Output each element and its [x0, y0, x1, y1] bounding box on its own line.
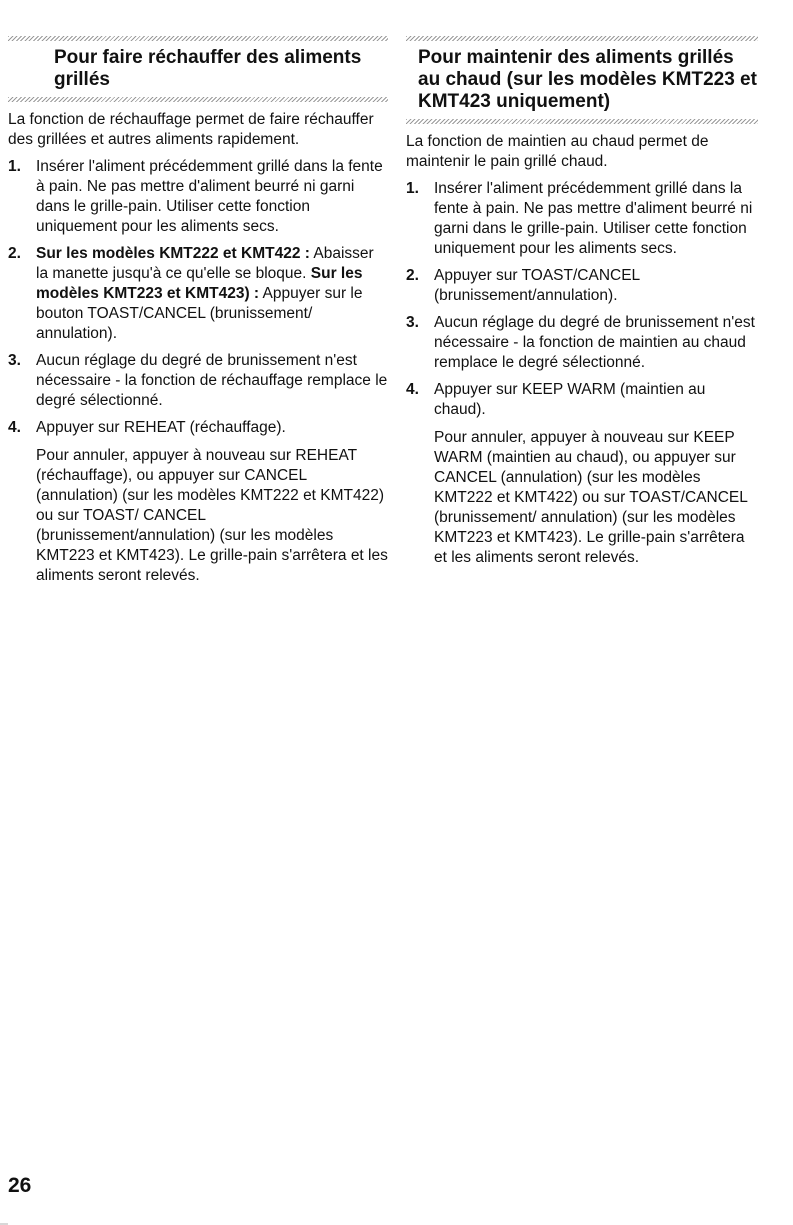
- list-item: [406, 179, 758, 259]
- step-number: 4.: [8, 419, 21, 436]
- list-item: [406, 266, 758, 306]
- step-text: Appuyer sur le bouton TOAST/CANCEL (brunissement/ annulation).: [36, 285, 363, 342]
- step-text: Appuyer sur REHEAT (réchauffage).: [36, 419, 286, 436]
- step-text: Aucun réglage du degré de brunissement n'est nécessaire - la fonction de maintien au chaud remplace le degré sélectionné.: [434, 314, 755, 371]
- step-bold-text: Sur les modèles KMT222 et KMT422 :: [36, 245, 310, 262]
- step-text: Appuyer sur TOAST/CANCEL (brunissement/annulation).: [434, 267, 640, 304]
- heading-top-rule: [406, 36, 758, 41]
- step-text: Insérer l'aliment précédemment grillé dans la fente à pain. Ne pas mettre d'aliment beurré ni garni dans le grille-pain. Utiliser cette fonction uniquement pour les aliments secs.: [36, 158, 383, 235]
- step-number: 3.: [8, 352, 21, 369]
- step-text: Abaisser la manette jusqu'à ce qu'elle se bloque.: [36, 245, 374, 282]
- step-subparagraph: Pour annuler, appuyer à nouveau sur REHEAT (réchauffage), ou appuyer sur CANCEL (annulation) (sur les modèles KMT222 et KMT422) ou sur TOAST/ CANCEL (brunissement/annulation) (sur les modèles KMT223 et KMT423). Le grille-pain s'arrêtera et les aliments seront relevés.: [36, 447, 388, 584]
- list-item: [8, 244, 388, 344]
- steps-list: [8, 157, 388, 586]
- heading-bottom-rule: [406, 119, 758, 124]
- page-number: 26: [8, 1174, 32, 1197]
- step-number: 2.: [406, 267, 419, 284]
- list-item: [406, 313, 758, 373]
- section-intro: La fonction de réchauffage permet de faire réchauffer des grillées et autres aliments rapidement.: [8, 111, 374, 148]
- section-intro: La fonction de maintien au chaud permet de maintenir le pain grillé chaud.: [406, 133, 709, 170]
- list-item: [406, 380, 758, 568]
- heading-top-rule: [8, 36, 388, 41]
- step-number: 2.: [8, 245, 21, 262]
- step-number: 1.: [406, 180, 419, 197]
- step-text: Appuyer sur KEEP WARM (maintien au chaud).: [434, 381, 706, 418]
- step-text: Aucun réglage du degré de brunissement n'est nécessaire - la fonction de réchauffage remplace le degré sélectionné.: [36, 352, 388, 409]
- step-subparagraph: Pour annuler, appuyer à nouveau sur KEEP WARM (maintien au chaud), ou appuyer sur CANCEL (annulation) (sur les modèles KMT222 et KMT422) ou sur TOAST/CANCEL (brunissement/ annulation) (sur les modèles KMT223 et KMT423). Le grille-pain s'arrêtera et les aliments seront relevés.: [434, 429, 748, 566]
- section-heading: Pour maintenir des aliments grillés au chaud (sur les modèles KMT223 et KMT423 uniquement): [418, 47, 757, 112]
- list-item: [8, 351, 388, 411]
- step-number: 4.: [406, 381, 419, 398]
- section-heading: Pour faire réchauffer des aliments grillés: [54, 47, 362, 90]
- left-column: [8, 36, 388, 593]
- step-text: Insérer l'aliment précédemment grillé dans la fente à pain. Ne pas mettre d'aliment beurré ni garni dans le grille-pain. Utiliser cette fonction uniquement pour les aliments secs.: [434, 180, 753, 257]
- list-item: [8, 157, 388, 237]
- heading-bottom-rule: [8, 97, 388, 102]
- steps-list: [406, 179, 758, 568]
- list-item: [8, 418, 388, 586]
- right-column: [406, 36, 758, 575]
- step-number: 1.: [8, 158, 21, 175]
- step-bold-text: Sur les modèles KMT223 et KMT423) :: [36, 265, 363, 302]
- step-number: 3.: [406, 314, 419, 331]
